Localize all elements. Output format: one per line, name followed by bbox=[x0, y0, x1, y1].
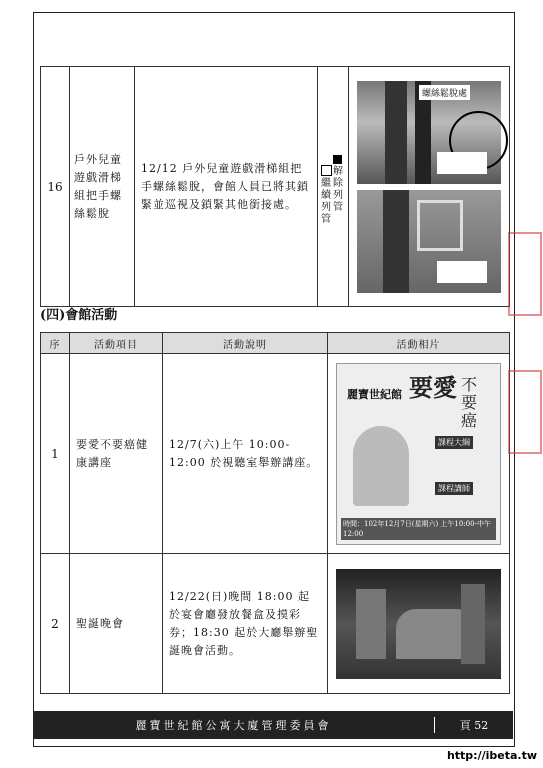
photo-after bbox=[357, 190, 501, 293]
issue-description: 12/12 戶外兒童遊戲滑梯組把手螺絲鬆脫，會館人員已將其鎖緊並巡視及鎖緊其他銜接處。 bbox=[135, 67, 318, 307]
activity-description: 12/22(日)晚間 18:00 起於宴會廳發放餐盒及摸彩券；18:30 起於大廳舉辦聖誕晚會活動。 bbox=[163, 554, 328, 694]
poster-image bbox=[336, 363, 501, 545]
section-title: (四)會館活動 bbox=[40, 308, 118, 323]
page-number: 頁 52 bbox=[434, 717, 513, 733]
issue-photos bbox=[349, 67, 510, 307]
header-desc: 活動說明 bbox=[163, 333, 328, 354]
photo-label: 螺絲鬆脫處 bbox=[419, 85, 470, 100]
seal-stamp bbox=[508, 232, 542, 316]
table-row bbox=[41, 554, 510, 694]
header-no: 序 bbox=[41, 333, 70, 354]
activity-description: 12/7(六)上午 10:00-12:00 於視聽室舉辦講座。 bbox=[163, 354, 328, 554]
row-number: 2 bbox=[41, 554, 70, 694]
issue-item: 戶外兒童遊戲滑梯組把手螺絲鬆脫 bbox=[70, 67, 135, 307]
header-item: 活動項目 bbox=[70, 333, 163, 354]
checkbox-unchecked-icon bbox=[321, 165, 332, 176]
poster-doctor-figure bbox=[353, 426, 409, 506]
poster-footer: 時間：102年12月7日(星期六) 上午10:00-中午12:00 bbox=[341, 518, 496, 540]
row-number: 1 bbox=[41, 354, 70, 554]
poster-brand: 麗寶世紀館 bbox=[347, 387, 402, 401]
poster-tag-2: 課程講師 bbox=[435, 482, 473, 495]
header-photo: 活動相片 bbox=[328, 333, 510, 354]
page-footer bbox=[33, 711, 513, 739]
activities-table bbox=[40, 332, 510, 694]
poster-title-a: 要愛 bbox=[409, 372, 457, 402]
footer-org: 麗寶世紀館公寓大廈管理委員會 bbox=[135, 719, 332, 732]
watermark: http://ibeta.tw bbox=[446, 749, 537, 762]
activity-item: 要愛不要癌健康講座 bbox=[70, 354, 163, 554]
seal-stamp bbox=[508, 370, 542, 454]
photo-before bbox=[357, 81, 501, 184]
checkbox-checked-icon bbox=[333, 155, 342, 164]
poster-title-b: 不要癌 bbox=[461, 374, 478, 430]
activity-photo-cell bbox=[328, 554, 510, 694]
activity-item: 聖誕晚會 bbox=[70, 554, 163, 694]
table-header-row bbox=[41, 333, 510, 354]
status-continue: 繼續列管 bbox=[321, 165, 333, 226]
row-number: 16 bbox=[41, 67, 70, 307]
issue-table bbox=[40, 66, 510, 307]
status-cell bbox=[318, 67, 349, 307]
status-clear: 解除列管 bbox=[333, 155, 345, 214]
table-row bbox=[41, 67, 510, 307]
christmas-party-photo bbox=[336, 569, 501, 679]
poster-tag-1: 課程大綱 bbox=[435, 436, 473, 449]
table-row bbox=[41, 354, 510, 554]
activity-photo-cell bbox=[328, 354, 510, 554]
